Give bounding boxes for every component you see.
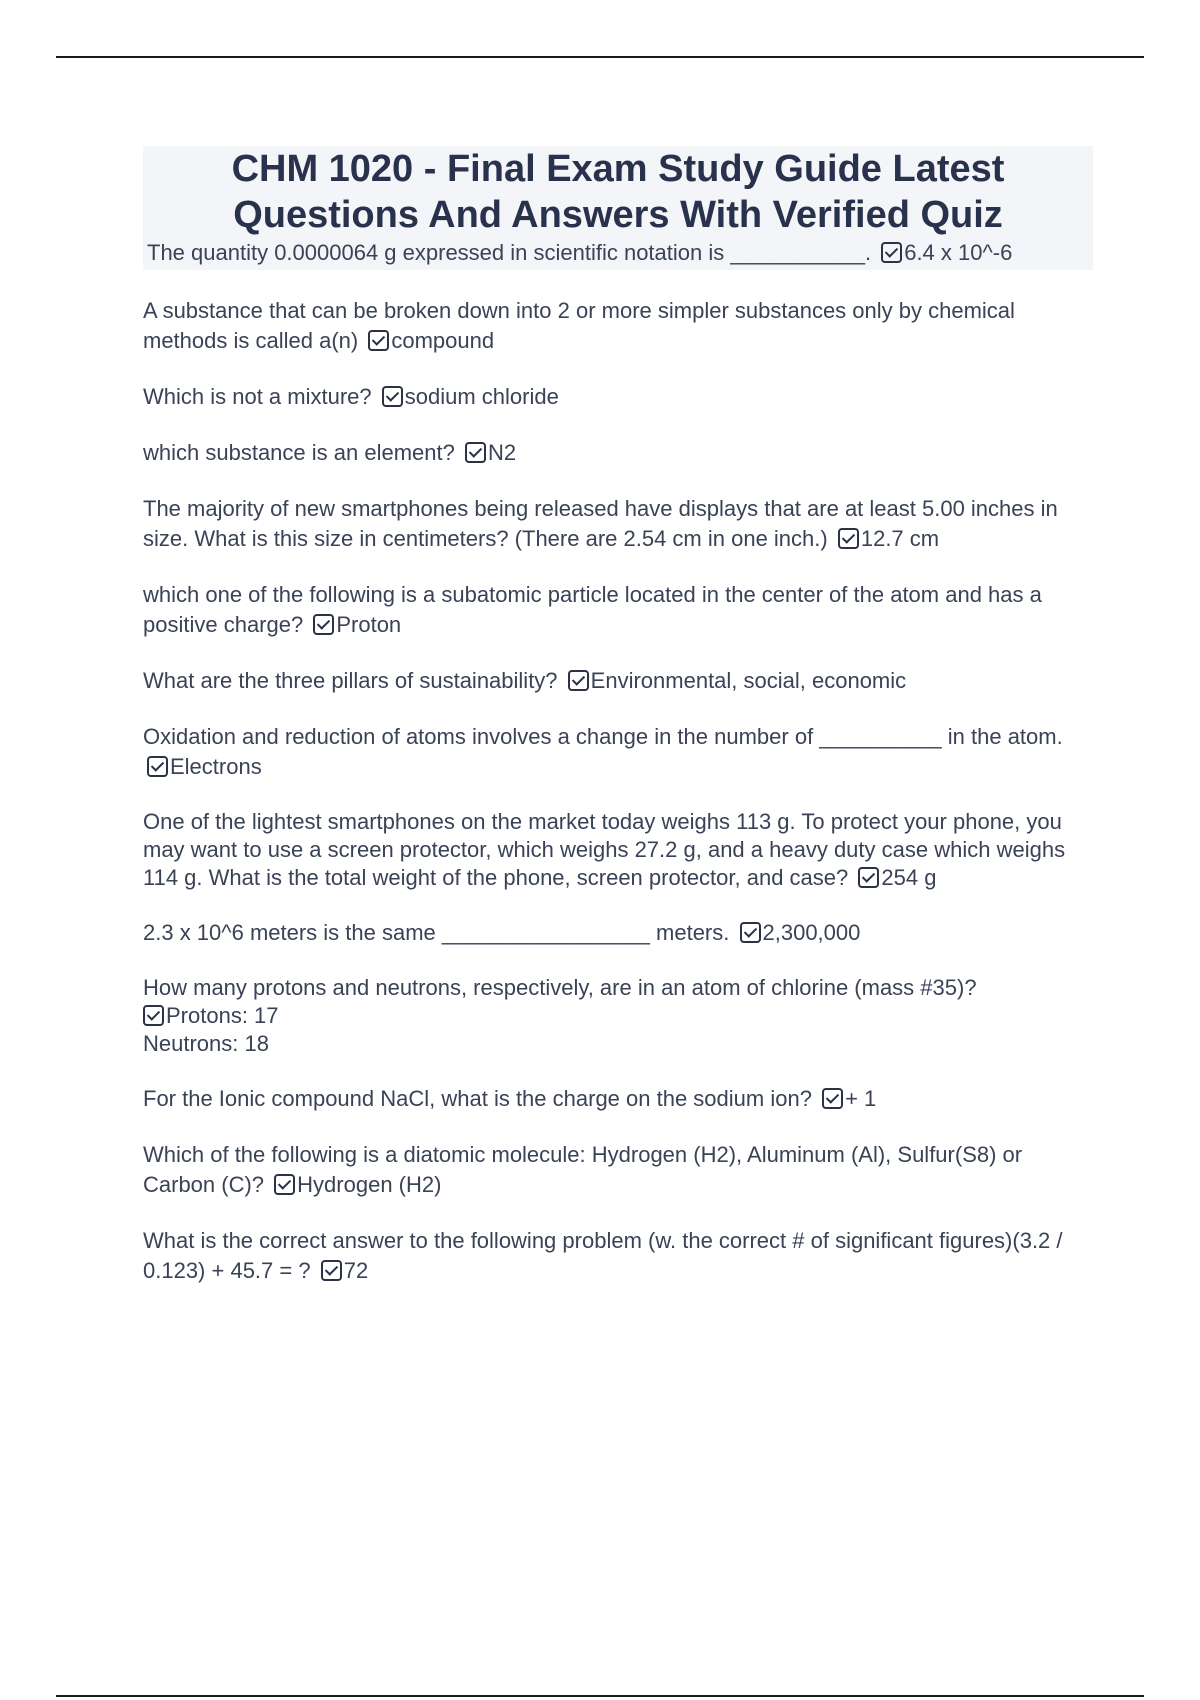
qa-item-3 bbox=[143, 382, 1093, 412]
question-text: The quantity 0.0000064 g expressed in scientific notation is ___________. bbox=[147, 240, 872, 265]
document-title: CHM 1020 - Final Exam Study Guide Latest Questions And Answers With Verified Quiz bbox=[231, 148, 1005, 236]
qa-item-6 bbox=[143, 580, 1093, 640]
qa-item-7 bbox=[143, 666, 1093, 696]
answer-text: + 1 bbox=[845, 1086, 877, 1111]
answer-text: compound bbox=[391, 328, 495, 353]
qa-item-4 bbox=[143, 438, 1093, 468]
question-text: Oxidation and reduction of atoms involves a change in the number of __________ in the atom. bbox=[143, 724, 1063, 749]
bottom-rule bbox=[56, 1695, 1144, 1697]
checkbox-checked-icon bbox=[568, 670, 589, 691]
checkbox-checked-icon bbox=[313, 614, 334, 635]
top-rule bbox=[56, 56, 1144, 58]
checkbox-checked-icon bbox=[321, 1260, 342, 1281]
checkbox-checked-icon bbox=[147, 756, 168, 777]
question-text: What is the correct answer to the following problem (w. the correct # of significant figures)(3.2 / 0.123) + 45.7 = ? bbox=[143, 1228, 1063, 1283]
checkbox-checked-icon bbox=[838, 528, 859, 549]
answer-text: Protons: 17 Neutrons: 18 bbox=[143, 1003, 279, 1056]
answer-text: 6.4 x 10^-6 bbox=[904, 240, 1013, 265]
checkbox-checked-icon bbox=[740, 922, 761, 943]
checkbox-checked-icon bbox=[858, 867, 879, 888]
question-text: which substance is an element? bbox=[143, 440, 455, 465]
question-text: One of the lightest smartphones on the market today weighs 113 g. To protect your phone, you may want to use a screen protector, which weighs 27.2 g, and a heavy duty case which weighs 114 g. What is the total weight of the phone, screen protector, and case? bbox=[143, 809, 1066, 890]
question-text: Which is not a mixture? bbox=[143, 384, 372, 409]
qa-item-2 bbox=[143, 296, 1093, 356]
answer-text: Environmental, social, economic bbox=[590, 668, 907, 693]
answer-text: 72 bbox=[343, 1258, 369, 1283]
question-text: 2.3 x 10^6 meters is the same _________________ meters. bbox=[143, 920, 730, 945]
answer-text: N2 bbox=[487, 440, 517, 465]
qa-item-8 bbox=[143, 722, 1093, 782]
checkbox-checked-icon bbox=[368, 330, 389, 351]
qa-item-1 bbox=[147, 238, 1089, 268]
checkbox-checked-icon bbox=[274, 1174, 295, 1195]
qa-item-12 bbox=[143, 1084, 1093, 1114]
qa-item-14 bbox=[143, 1226, 1093, 1286]
answer-text: 254 g bbox=[881, 865, 937, 890]
title-block bbox=[143, 146, 1093, 270]
qa-item-5 bbox=[143, 494, 1093, 554]
qa-item-11 bbox=[143, 974, 1093, 1058]
answer-text: 2,300,000 bbox=[762, 920, 861, 945]
question-text: How many protons and neutrons, respectively, are in an atom of chlorine (mass #35)? bbox=[143, 975, 977, 1000]
question-text: which one of the following is a subatomic particle located in the center of the atom and has a positive charge? bbox=[143, 582, 1042, 637]
qa-item-13 bbox=[143, 1140, 1093, 1200]
answer-text: Hydrogen (H2) bbox=[297, 1172, 442, 1197]
checkbox-checked-icon bbox=[382, 386, 403, 407]
answer-text: sodium chloride bbox=[404, 384, 559, 409]
qa-item-9 bbox=[143, 808, 1093, 892]
answer-text: Proton bbox=[336, 612, 402, 637]
document-body bbox=[143, 146, 1093, 1286]
question-text: The majority of new smartphones being released have displays that are at least 5.00 inches in size. What is this size in centimeters? (There are 2.54 cm in one inch.) bbox=[143, 496, 1058, 551]
question-text: A substance that can be broken down into 2 or more simpler substances only by chemical methods is called a(n) bbox=[143, 298, 1015, 353]
checkbox-checked-icon bbox=[881, 242, 902, 263]
question-text: For the Ionic compound NaCl, what is the charge on the sodium ion? bbox=[143, 1086, 812, 1111]
answer-text: Electrons bbox=[170, 754, 262, 779]
question-text: Which of the following is a diatomic molecule: Hydrogen (H2), Aluminum (Al), Sulfur(S8) or Carbon (C)? bbox=[143, 1142, 1023, 1197]
checkbox-checked-icon bbox=[822, 1088, 843, 1109]
answer-text: 12.7 cm bbox=[860, 526, 940, 551]
qa-item-10 bbox=[143, 918, 1093, 948]
question-text: What are the three pillars of sustainability? bbox=[143, 668, 558, 693]
checkbox-checked-icon bbox=[143, 1005, 164, 1026]
checkbox-checked-icon bbox=[465, 442, 486, 463]
